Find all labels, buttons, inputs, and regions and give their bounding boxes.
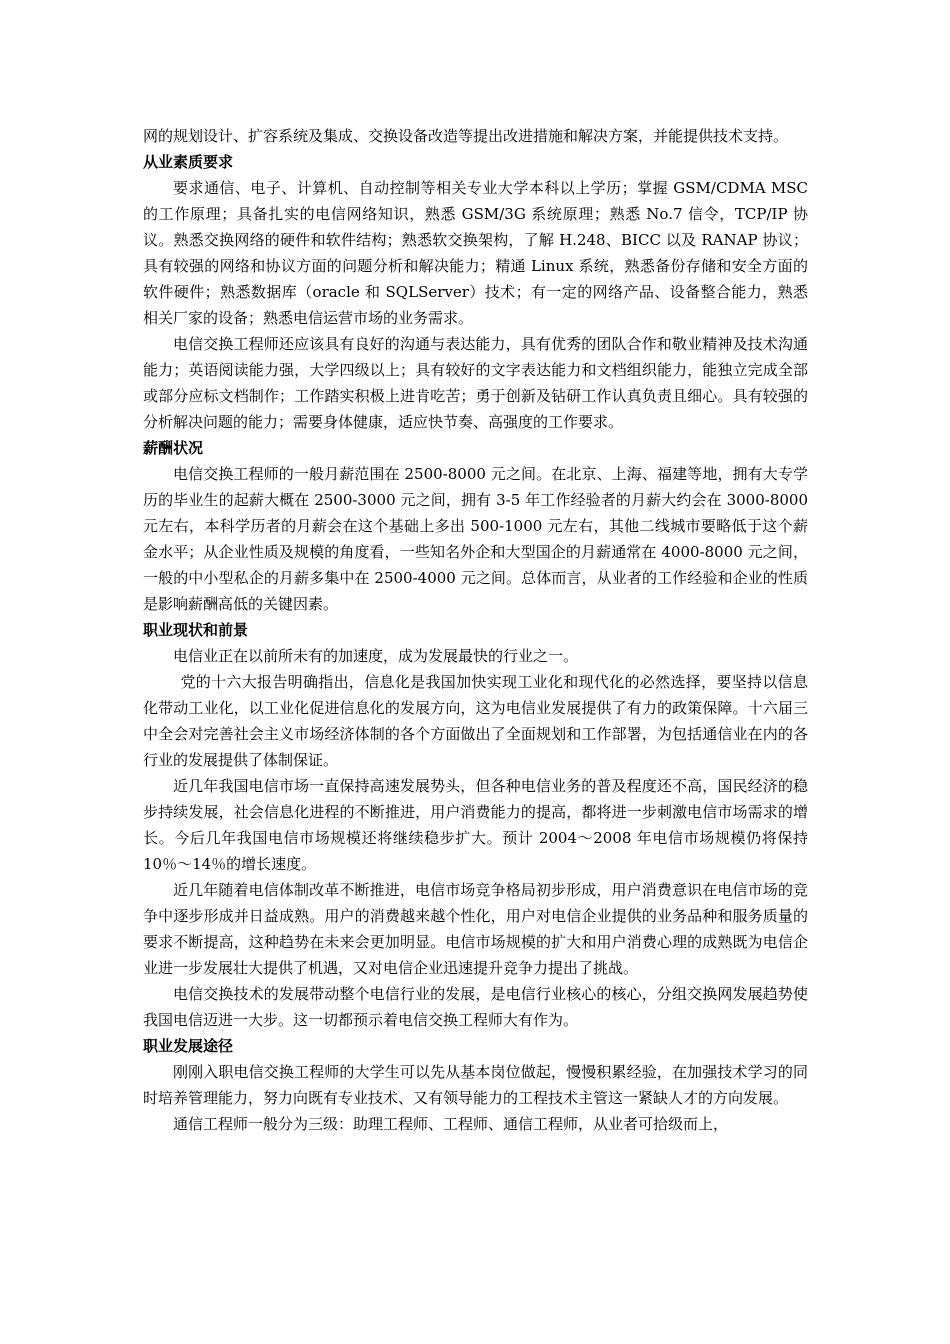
paragraph-path-levels: 通信工程师一般分为三级：助理工程师、工程师、通信工程师，从业者可拾级而上， (173, 1115, 729, 1133)
section-heading-status: 职业现状和前景 (143, 621, 249, 639)
paragraph-salary: 电信交换工程师的一般月薪范围在 2500-8000 元之间。在北京、上海、福建等地，拥有大专学历的毕业生的起薪大概在 2500-3000 元之间，拥有 3-5 年工作经验者的月薪大约会在 3000-8000 元左右，本科学历者的月薪会在这个基础上多出 500-1000 元左右，其他二线城市要略低于这个薪金水平；从企业性质及规模的角度看，一些知名外企和大型国企的月薪通常在 4000-8000 元之间，一般的中小型私企的月薪多集中在 2500-4000 元之间。总体而言，从业者的工作经验和企业的性质是影响薪酬高低的关键因素。 (143, 465, 808, 613)
paragraph-path-entry: 刚刚入职电信交换工程师的大学生可以先从基本岗位做起，慢慢积累经验，在加强技术学习的同时培养管理能力，努力向既有专业技术、又有领导能力的工程技术主管这一紧缺人才的方向发展。 (143, 1063, 808, 1107)
section-heading-quality: 从业素质要求 (143, 153, 234, 171)
paragraph-status-growth: 电信业正在以前所未有的加速度，成为发展最快的行业之一。 (173, 647, 579, 665)
section-heading-salary: 薪酬状况 (143, 439, 204, 457)
paragraph-status-technology: 电信交换技术的发展带动整个电信行业的发展，是电信行业核心的核心，分组交换网发展趋势使我国电信迈进一大步。这一切都预示着电信交换工程师大有作为。 (143, 985, 808, 1029)
document-body (143, 123, 808, 1137)
paragraph-status-policy: 党的十六大报告明确指出，信息化是我国加快实现工业化和现代化的必然选择，要坚持以信息化带动工业化，以工业化促进信息化的发展方向，这为电信业发展提供了有力的政策保障。十六届三中全会对完善社会主义市场经济体制的各个方面做出了全面规划和工作部署，为包括通信业在内的各行业的发展提供了体制保证。 (143, 673, 808, 769)
section-heading-path: 职业发展途径 (143, 1037, 234, 1055)
paragraph-status-market: 近几年我国电信市场一直保持高速发展势头，但各种电信业务的普及程度还不高，国民经济的稳步持续发展，社会信息化进程的不断推进，用户消费能力的提高，都将进一步刺激电信市场需求的增长。今后几年我国电信市场规模还将继续稳步扩大。预计 2004～2008 年电信市场规模仍将保持 10％～14％的增长速度。 (143, 777, 808, 873)
paragraph-continuation: 网的规划设计、扩容系统及集成、交换设备改造等提出改进措施和解决方案，并能提供技术支持。 (143, 127, 789, 145)
paragraph-status-competition: 近几年随着电信体制改革不断推进，电信市场竞争格局初步形成，用户消费意识在电信市场的竞争中逐步形成并日益成熟。用户的消费越来越个性化，用户对电信企业提供的业务品种和服务质量的要求不断提高，这种趋势在未来会更加明显。电信市场规模的扩大和用户消费心理的成熟既为电信企业进一步发展壮大提供了机遇，又对电信企业迅速提升竞争力提出了挑战。 (143, 881, 808, 977)
paragraph-quality-requirements: 要求通信、电子、计算机、自动控制等相关专业大学本科以上学历；掌握 GSM/CDMA MSC 的工作原理；具备扎实的电信网络知识，熟悉 GSM/3G 系统原理；熟悉 No.7 信令，TCP/IP 协议。熟悉交换网络的硬件和软件结构；熟悉软交换架构，了解 H.248、BICC 以及 RANAP 协议；具有较强的网络和协议方面的问题分析和解决能力；精通 Linux 系统，熟悉备份存储和安全方面的软件硬件；熟悉数据库（oracle 和 SQLServer）技术；有一定的网络产品、设备整合能力，熟悉相关厂家的设备；熟悉电信运营市场的业务需求。 (143, 179, 808, 327)
paragraph-quality-soft-skills: 电信交换工程师还应该具有良好的沟通与表达能力，具有优秀的团队合作和敬业精神及技术沟通能力；英语阅读能力强，大学四级以上；具有较好的文字表达能力和文档组织能力，能独立完成全部或部分应标文档制作；工作踏实积极上进肯吃苦；勇于创新及钻研工作认真负责且细心。具有较强的分析解决问题的能力；需要身体健康，适应快节奏、高强度的工作要求。 (143, 335, 808, 431)
